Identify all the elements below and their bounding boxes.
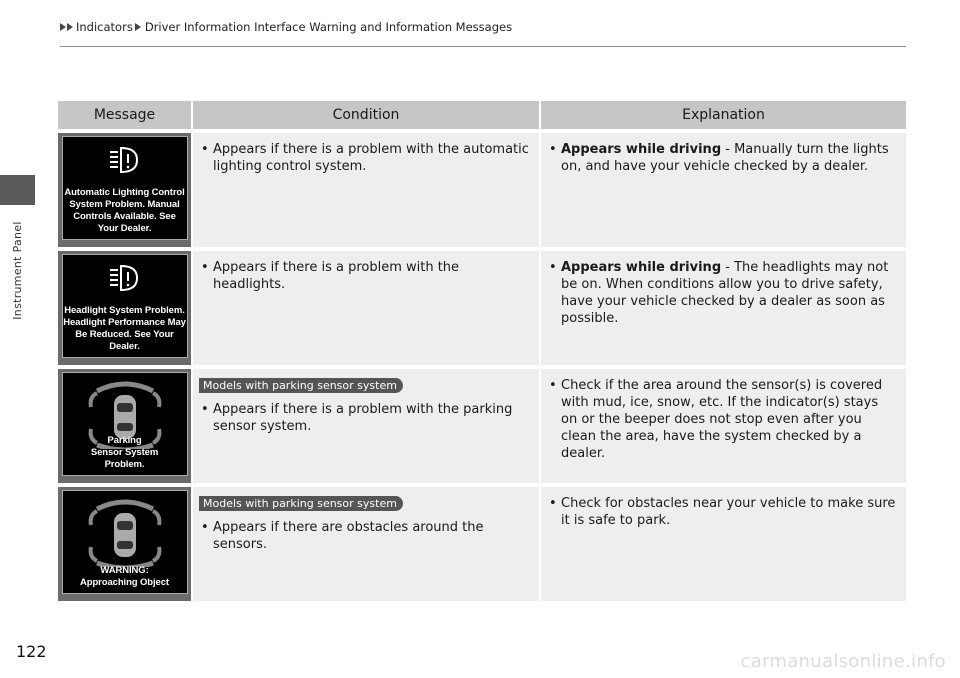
bullet-icon: • (201, 142, 209, 157)
breadcrumb-indicators[interactable]: Indicators (76, 20, 133, 34)
breadcrumb-arrow-icon (135, 23, 141, 31)
table-header-row (58, 101, 906, 129)
page-number: 122 (16, 642, 47, 661)
bullet-icon: • (549, 378, 557, 393)
header-message: Message (58, 101, 191, 129)
bullet-icon: • (201, 260, 209, 275)
table-row (58, 487, 906, 601)
table-row (58, 251, 906, 365)
breadcrumb-arrow-icon (60, 23, 66, 31)
bullet-icon: • (549, 260, 557, 275)
explanation-cell: • Check if the area around the sensor(s) is covered with mud, ice, snow, etc. If the indicator(s) stays on or the beeper does not stop even after you clean the area, have the system checked by a dealer. (539, 369, 906, 483)
display-screen (62, 136, 188, 240)
side-label: Instrument Panel (11, 220, 24, 320)
bullet-icon: • (549, 496, 557, 511)
display-screen (62, 254, 188, 358)
message-image (58, 369, 191, 483)
screen-message: WARNING: Approaching Object (80, 565, 169, 588)
message-image (58, 251, 191, 365)
message-image (58, 487, 191, 601)
explanation-cell: • Check for obstacles near your vehicle to make sure it is safe to park. (539, 487, 906, 601)
condition-cell: Models with parking sensor system • Appears if there is a problem with the parking sensor system. (191, 369, 539, 483)
watermark: carmanualsonline.info (740, 651, 946, 672)
breadcrumb-messages[interactable]: Driver Information Interface Warning and Information Messages (144, 20, 513, 34)
header-condition: Condition (191, 101, 539, 129)
headlight-warning-icon (107, 263, 143, 293)
bullet-icon: • (201, 402, 209, 417)
header-explanation: Explanation (539, 101, 906, 129)
bullet-icon: • (201, 520, 209, 535)
model-tag: Models with parking sensor system (199, 378, 403, 393)
condition-cell: • Appears if there is a problem with the automatic lighting control system. (191, 133, 539, 247)
breadcrumb-arrow-icon (67, 23, 73, 31)
display-screen (62, 490, 188, 594)
condition-cell: Models with parking sensor system • Appears if there are obstacles around the sensors. (191, 487, 539, 601)
screen-message: Headlight System Problem. Headlight Performance May Be Reduced. See Your Dealer. (63, 305, 186, 352)
header-rule (60, 46, 906, 47)
screen-message: Automatic Lighting Control System Problem. Manual Controls Available. See Your Dealer. (64, 187, 185, 234)
message-image (58, 133, 191, 247)
table-row (58, 369, 906, 483)
breadcrumb (60, 20, 512, 34)
table-row (58, 133, 906, 247)
explanation-cell: • Appears while driving - Manually turn the lights on, and have your vehicle checked by a dealer. (539, 133, 906, 247)
bullet-icon: • (549, 142, 557, 157)
parking-sensor-icon (87, 497, 163, 567)
explanation-cell: • Appears while driving - The headlights may not be on. When conditions allow you to drive safety, have your vehicle checked by a dealer as soon as possible. (539, 251, 906, 365)
display-screen (62, 372, 188, 476)
condition-cell: • Appears if there is a problem with the headlights. (191, 251, 539, 365)
section-tab (0, 175, 35, 205)
headlight-warning-icon (107, 145, 143, 175)
model-tag: Models with parking sensor system (199, 496, 403, 511)
screen-message: Parking Sensor System Problem. (90, 435, 159, 470)
message-table (58, 97, 906, 605)
